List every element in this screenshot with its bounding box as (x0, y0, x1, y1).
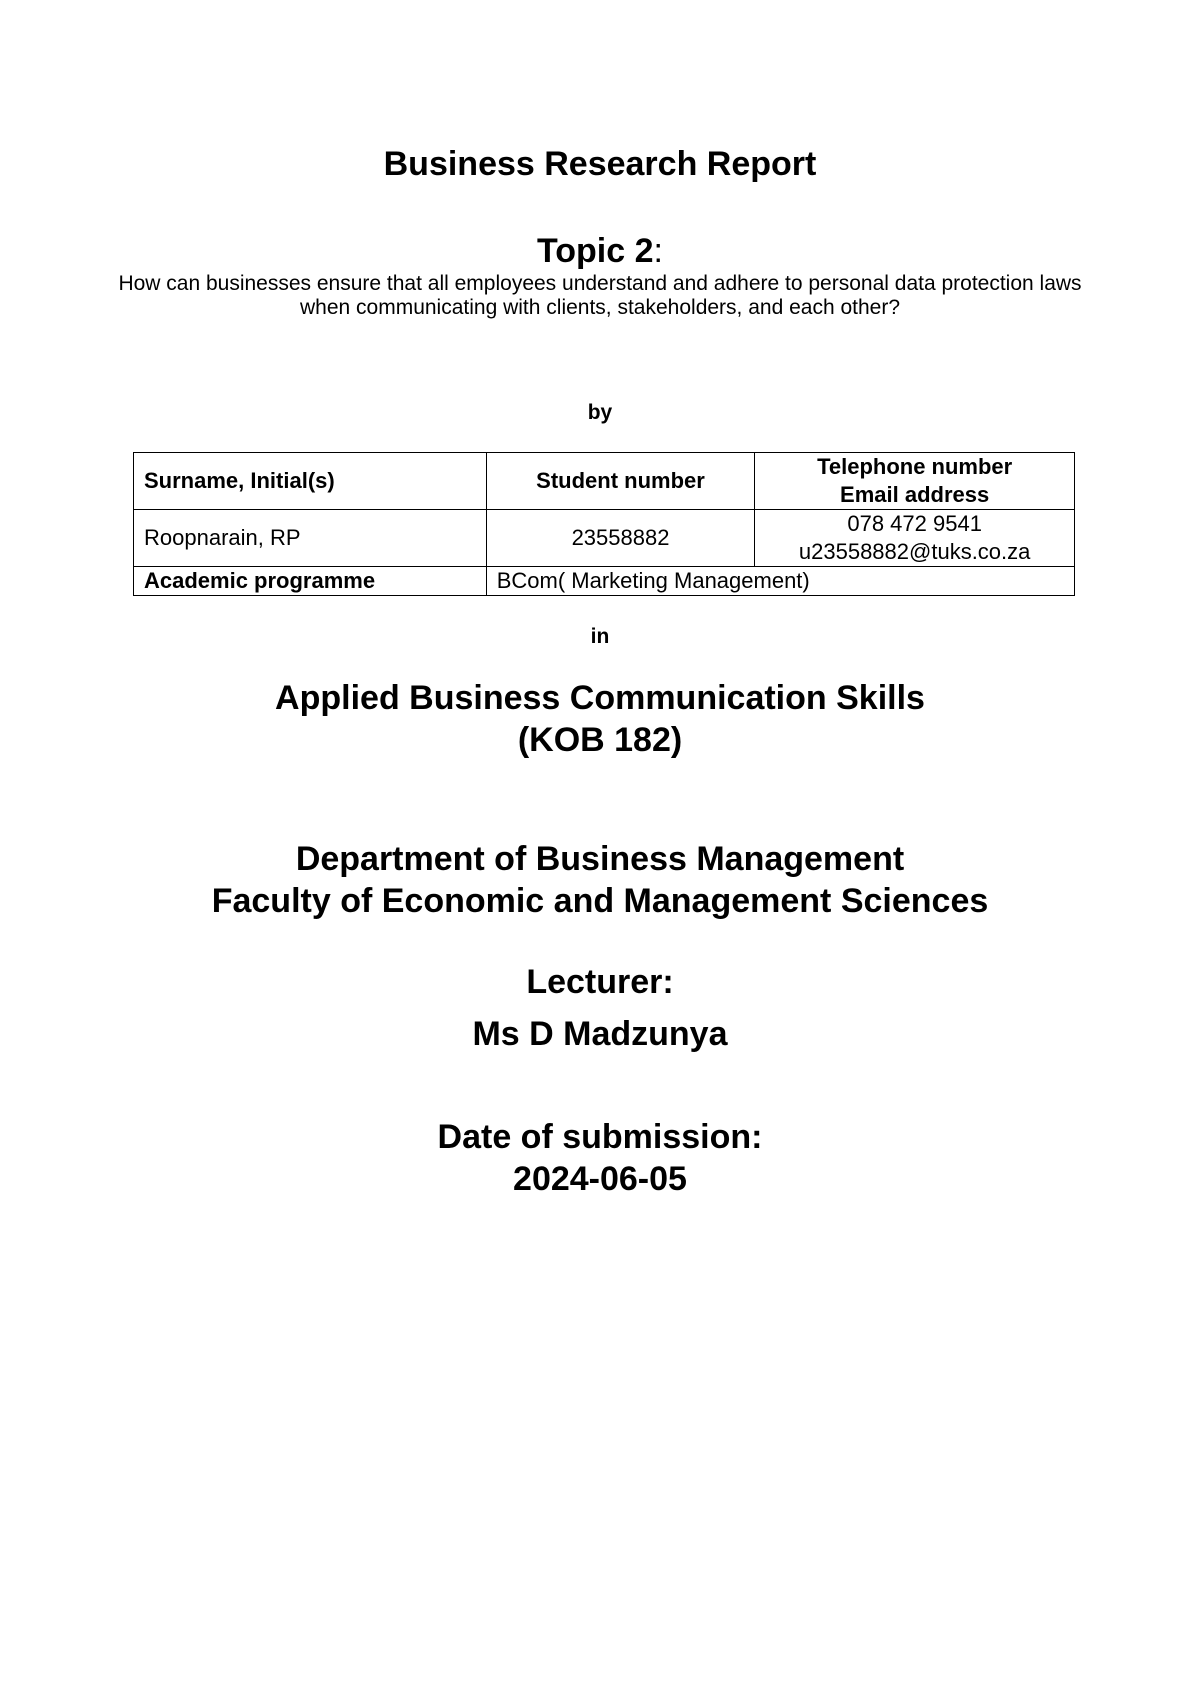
cell-contact (755, 510, 1075, 567)
in-label: in (590, 625, 610, 648)
report-title: Business Research Report (383, 145, 817, 183)
header-telephone: Telephone number (817, 454, 1013, 479)
course-name: Applied Business Communication Skills (275, 679, 925, 717)
submission-date-label: Date of submission: (437, 1118, 763, 1156)
cell-student-number: 23558882 (486, 510, 755, 567)
topic-heading (0, 232, 1200, 271)
header-name: Surname, Initial(s) (134, 453, 487, 510)
department-name: Department of Business Management (295, 840, 905, 878)
question-line-1: How can businesses ensure that all employees understand and adhere to personal data protection laws (118, 272, 1082, 295)
cell-email: u23558882@tuks.co.za (798, 539, 1031, 564)
course-block (0, 677, 1200, 761)
programme-value: BCom( Marketing Management) (486, 567, 1074, 596)
table-header-row (134, 453, 1075, 510)
topic-colon: : (653, 232, 663, 270)
faculty-name: Faculty of Economic and Management Sciences (211, 882, 989, 920)
cell-name: Roopnarain, RP (134, 510, 487, 567)
topic-label: Topic 2 (537, 232, 654, 270)
lecturer-label: Lecturer: (526, 963, 674, 1001)
header-contact (755, 453, 1075, 510)
course-code: (KOB 182) (517, 721, 683, 759)
by-label: by (587, 401, 613, 424)
research-question (100, 272, 1100, 320)
department-block (0, 838, 1200, 922)
table-row (134, 510, 1075, 567)
student-details-table (133, 452, 1075, 596)
question-line-2: when communicating with clients, stakeholders, and each other? (300, 296, 900, 319)
cell-telephone: 078 472 9541 (847, 511, 982, 536)
programme-label: Academic programme (134, 567, 487, 596)
header-email: Email address (840, 482, 990, 507)
lecturer-name: Ms D Madzunya (472, 1015, 728, 1053)
header-student-number: Student number (486, 453, 755, 510)
submission-date-value: 2024-06-05 (513, 1160, 687, 1198)
table-row-programme (134, 567, 1075, 596)
